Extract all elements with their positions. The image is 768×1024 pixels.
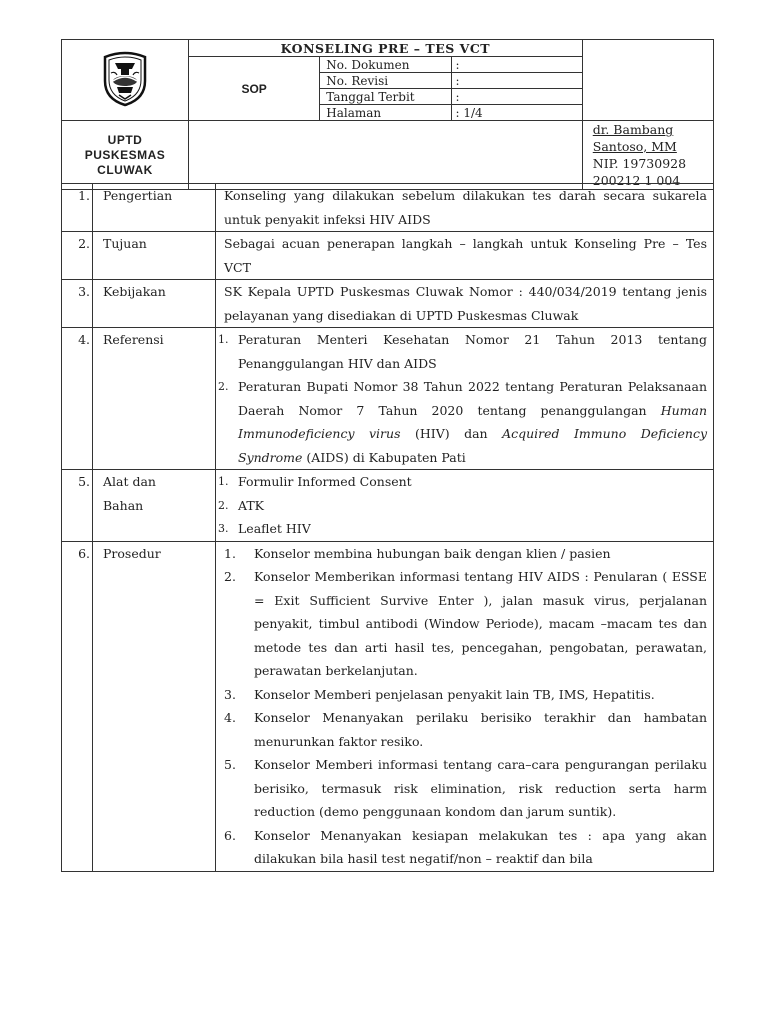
list-item-number: 4. — [224, 710, 236, 725]
list-item-text: Formulir Informed Consent — [238, 474, 412, 489]
referensi-list — [216, 328, 714, 470]
text-fragment: (AIDS) di Kabupaten Pati — [302, 449, 466, 465]
document-title: KONSELING PRE – TES VCT — [189, 40, 583, 57]
org-line-1: UPTD — [107, 132, 143, 147]
logo-cell — [62, 40, 189, 121]
section-prosedur — [62, 541, 714, 871]
list-item — [218, 494, 707, 518]
meta-label-no-revisi: No. Revisi — [320, 73, 451, 89]
signer-block — [582, 121, 713, 190]
section-label: Prosedur — [93, 541, 216, 871]
meta-value-no-dokumen: : — [451, 57, 582, 73]
signer-name: dr. Bambang Santoso, MM — [592, 122, 677, 154]
list-item — [218, 328, 707, 375]
list-item-number: 2. — [218, 380, 229, 393]
list-item — [224, 706, 707, 753]
list-item-number: 1. — [218, 475, 229, 488]
list-item-text: Peraturan Menteri Kesehatan Nomor 21 Tahun 2013 tentang Penanggulangan HIV dan AIDS — [238, 332, 707, 371]
list-item-text: Konselor Memberi penjelasan penyakit lain TB, IMS, Hepatitis. — [254, 686, 655, 702]
list-item-text: Konselor membina hubungan baik dengan klien / pasien — [254, 545, 611, 561]
meta-label-halaman: Halaman — [320, 105, 451, 121]
list-item-text: Leaflet HIV — [238, 521, 311, 536]
list-item-text — [238, 375, 707, 469]
section-text: Konseling yang dilakukan sebelum dilakukan tes darah secara sukarela untuk penyakit infeksi HIV AIDS — [216, 184, 714, 232]
section-referensi — [62, 328, 714, 470]
section-number: 2. — [62, 232, 93, 280]
section-kebijakan — [62, 280, 714, 328]
list-item-text: ATK — [238, 497, 265, 513]
meta-label-no-dokumen: No. Dokumen — [320, 57, 451, 73]
section-number: 1. — [62, 184, 93, 232]
organization-name — [62, 121, 189, 190]
section-tujuan — [62, 232, 714, 280]
section-number: 3. — [62, 280, 93, 328]
list-item-number: 1. — [218, 333, 229, 346]
list-item — [224, 683, 707, 707]
section-label: Pengertian — [93, 184, 216, 232]
list-item-number: 6. — [224, 827, 236, 843]
list-item-number: 2. — [218, 498, 229, 512]
list-item-text: Konselor Memberi informasi tentang cara–cara pengurangan perilaku berisiko, termasuk risk elimination, risk reduction serta harm reduction (demo penggunaan kondom dan jarum suntik). — [254, 757, 707, 819]
section-alat-bahan — [62, 470, 714, 542]
header-middle-blank — [189, 121, 583, 190]
pati-regency-seal-icon — [101, 51, 149, 111]
section-number: 4. — [62, 328, 93, 470]
list-item — [218, 375, 707, 469]
section-text: SK Kepala UPTD Puskesmas Cluwak Nomor : 440/034/2019 tentang jenis pelayanan yang disediakan di UPTD Puskesmas Cluwak — [216, 280, 714, 328]
org-line-2: PUSKESMAS — [84, 147, 166, 162]
section-label — [93, 470, 216, 542]
section-pengertian — [62, 184, 714, 232]
meta-value-halaman: : 1/4 — [451, 105, 582, 121]
signer-nip: NIP. 19730928 200212 1 004 — [592, 156, 687, 188]
list-item-text: Konselor Memberikan informasi tentang HIV AIDS : Penularan ( ESSE = Exit Sufficient Survive Enter ), jalan masuk virus, perjalanan penyakit, timbul antibodi (Window Periode), macam –macam tes dan metode tes dan arti hasil tes, pencegahan, pengobatan, perawatan, perawatan berkelanjutan. — [254, 569, 707, 678]
list-item-text: Konselor Menanyakan kesiapan melakukan tes : apa yang akan dilakukan bila hasil test negatif/non – reaktif dan bila — [254, 827, 707, 866]
list-item — [218, 517, 707, 541]
list-item — [224, 542, 707, 566]
sop-label: SOP — [189, 57, 320, 121]
meta-value-tanggal-terbit: : — [451, 89, 582, 105]
meta-label-tanggal-terbit: Tanggal Terbit — [320, 89, 451, 105]
section-label-line-2: Bahan — [103, 497, 144, 513]
italic-term: Human Immunodeficiency virus — [238, 402, 707, 441]
section-label: Referensi — [93, 328, 216, 470]
list-item — [218, 470, 707, 494]
section-label-line-1: Alat dan — [103, 474, 156, 489]
sop-header-table — [61, 39, 714, 190]
header-blank-cell — [582, 40, 713, 121]
text-fragment: Peraturan Bupati Nomor 38 Tahun 2022 tentang Peraturan Pelaksanaan Daerah Nomor 7 Tahun 2020 tentang penanggulangan — [238, 379, 707, 418]
meta-value-no-revisi: : — [451, 73, 582, 89]
section-label: Tujuan — [93, 232, 216, 280]
prosedur-list — [216, 541, 714, 871]
list-item-number: 5. — [224, 757, 236, 772]
italic-term: Acquired Immuno Deficiency Syndrome — [238, 426, 708, 465]
text-fragment: (HIV) dan — [400, 426, 503, 441]
list-item-number: 1. — [224, 545, 236, 561]
list-item-number: 2. — [224, 569, 236, 584]
list-item-number: 3. — [218, 522, 229, 535]
sop-content-table — [61, 183, 714, 872]
alat-list — [216, 470, 714, 542]
section-number: 6. — [62, 541, 93, 871]
org-line-3: CLUWAK — [97, 162, 153, 177]
list-item-number: 3. — [224, 686, 236, 702]
section-label: Kebijakan — [93, 280, 216, 328]
list-item — [224, 753, 707, 824]
list-item — [224, 824, 707, 871]
section-text: Sebagai acuan penerapan langkah – langkah untuk Konseling Pre – Tes VCT — [216, 232, 714, 280]
section-number: 5. — [62, 470, 93, 542]
list-item — [224, 565, 707, 683]
list-item-text: Konselor Menanyakan perilaku berisiko terakhir dan hambatan menurunkan faktor resiko. — [254, 710, 707, 749]
